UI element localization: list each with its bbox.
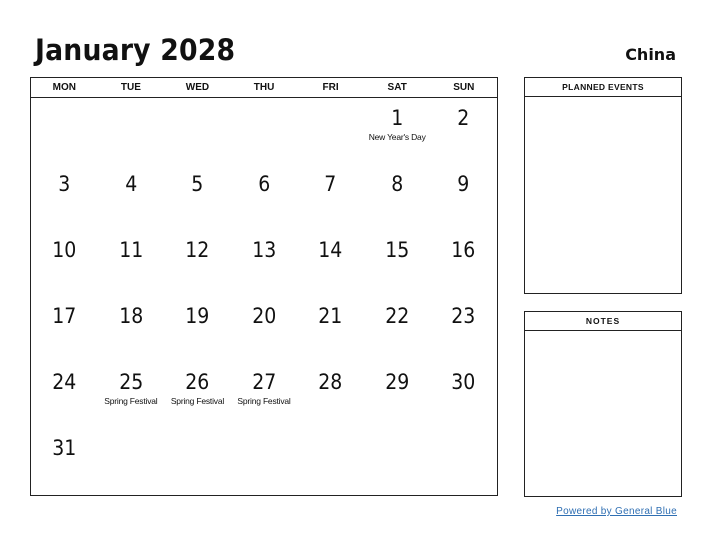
day-cell — [231, 98, 298, 164]
day-number: 15 — [385, 238, 410, 262]
day-cell — [31, 428, 98, 496]
weekday-fri: FRI — [322, 82, 339, 93]
day-number: 23 — [451, 304, 476, 328]
day-cell — [430, 230, 497, 296]
day-cell — [31, 164, 98, 230]
day-cell — [364, 164, 431, 230]
day-number: 20 — [251, 304, 277, 328]
calendar-week — [31, 362, 497, 428]
day-cell — [164, 98, 231, 164]
day-cell — [98, 230, 165, 296]
day-cell — [297, 296, 364, 362]
day-cell — [297, 230, 364, 296]
planned-events-panel — [524, 77, 682, 294]
weekday-sat: SAT — [387, 82, 407, 93]
day-cell — [231, 362, 298, 428]
day-number: 11 — [118, 238, 143, 262]
day-number: 19 — [185, 304, 210, 328]
day-cell — [231, 230, 298, 296]
calendar-week — [31, 296, 497, 362]
day-cell — [164, 362, 231, 428]
day-cell — [430, 428, 497, 496]
day-cell — [364, 98, 431, 164]
day-number: 22 — [385, 304, 410, 328]
day-number: 24 — [52, 370, 77, 394]
day-cell — [430, 296, 497, 362]
calendar-week — [31, 230, 497, 296]
day-number: 16 — [451, 238, 476, 262]
day-cell — [364, 230, 431, 296]
holiday-label: New Year's Day — [368, 132, 426, 142]
day-number: 4 — [124, 172, 137, 196]
weekday-tue: TUE — [120, 82, 141, 93]
day-cell — [98, 164, 165, 230]
day-cell — [164, 428, 231, 496]
day-number: 5 — [191, 172, 204, 196]
day-cell — [231, 296, 298, 362]
calendar-week — [31, 164, 497, 230]
day-cell — [297, 98, 364, 164]
day-number: 30 — [451, 370, 476, 394]
day-cell — [430, 164, 497, 230]
day-cell — [364, 296, 431, 362]
day-number: 27 — [251, 370, 277, 394]
day-cell — [364, 428, 431, 496]
planned-events-heading: PLANNED EVENTS — [525, 78, 681, 97]
day-number: 31 — [52, 436, 77, 460]
weekday-wed: WED — [185, 82, 210, 93]
day-cell — [31, 362, 98, 428]
day-cell — [98, 296, 165, 362]
holiday-label: Spring Festival — [170, 396, 225, 406]
weekday-sun: SUN — [453, 82, 475, 93]
day-cell — [430, 362, 497, 428]
weekday-header — [31, 78, 497, 98]
day-number: 6 — [257, 172, 271, 196]
day-number: 25 — [118, 370, 143, 394]
day-cell — [231, 428, 298, 496]
page-title: January 2028 — [35, 33, 236, 67]
day-cell — [31, 230, 98, 296]
notes-panel — [524, 311, 682, 497]
day-cell — [297, 164, 364, 230]
calendar-body — [31, 98, 497, 496]
day-cell — [98, 362, 165, 428]
day-number: 26 — [185, 370, 210, 394]
powered-by-link[interactable]: Powered by General Blue — [556, 506, 677, 517]
day-number: 9 — [457, 172, 470, 196]
day-number: 13 — [251, 238, 277, 262]
day-cell — [430, 98, 497, 164]
day-number: 8 — [391, 172, 404, 196]
calendar-week — [31, 428, 497, 496]
holiday-label: Spring Festival — [237, 396, 291, 406]
day-number: 2 — [457, 106, 470, 130]
notes-heading: NOTES — [525, 312, 681, 331]
weekday-mon: MON — [52, 82, 76, 93]
day-number: 14 — [318, 238, 343, 262]
calendar-grid — [30, 77, 498, 496]
day-cell — [231, 164, 298, 230]
day-number: 1 — [391, 106, 404, 130]
day-number: 28 — [318, 370, 343, 394]
day-number: 17 — [52, 304, 77, 328]
day-number: 10 — [52, 238, 77, 262]
weekday-thu: THU — [253, 82, 275, 93]
day-number: 7 — [324, 172, 337, 196]
country-label: China — [625, 45, 676, 64]
day-cell — [364, 362, 431, 428]
day-cell — [297, 362, 364, 428]
day-cell — [164, 230, 231, 296]
day-cell — [164, 296, 231, 362]
day-number: 21 — [318, 304, 343, 328]
day-cell — [98, 98, 165, 164]
day-number: 29 — [385, 370, 410, 394]
day-number: 3 — [58, 172, 71, 196]
calendar-week — [31, 98, 497, 164]
day-cell — [297, 428, 364, 496]
day-cell — [31, 296, 98, 362]
day-cell — [31, 98, 98, 164]
day-number: 18 — [118, 304, 143, 328]
holiday-label: Spring Festival — [104, 396, 158, 406]
day-number: 12 — [185, 238, 210, 262]
day-cell — [98, 428, 165, 496]
day-cell — [164, 164, 231, 230]
